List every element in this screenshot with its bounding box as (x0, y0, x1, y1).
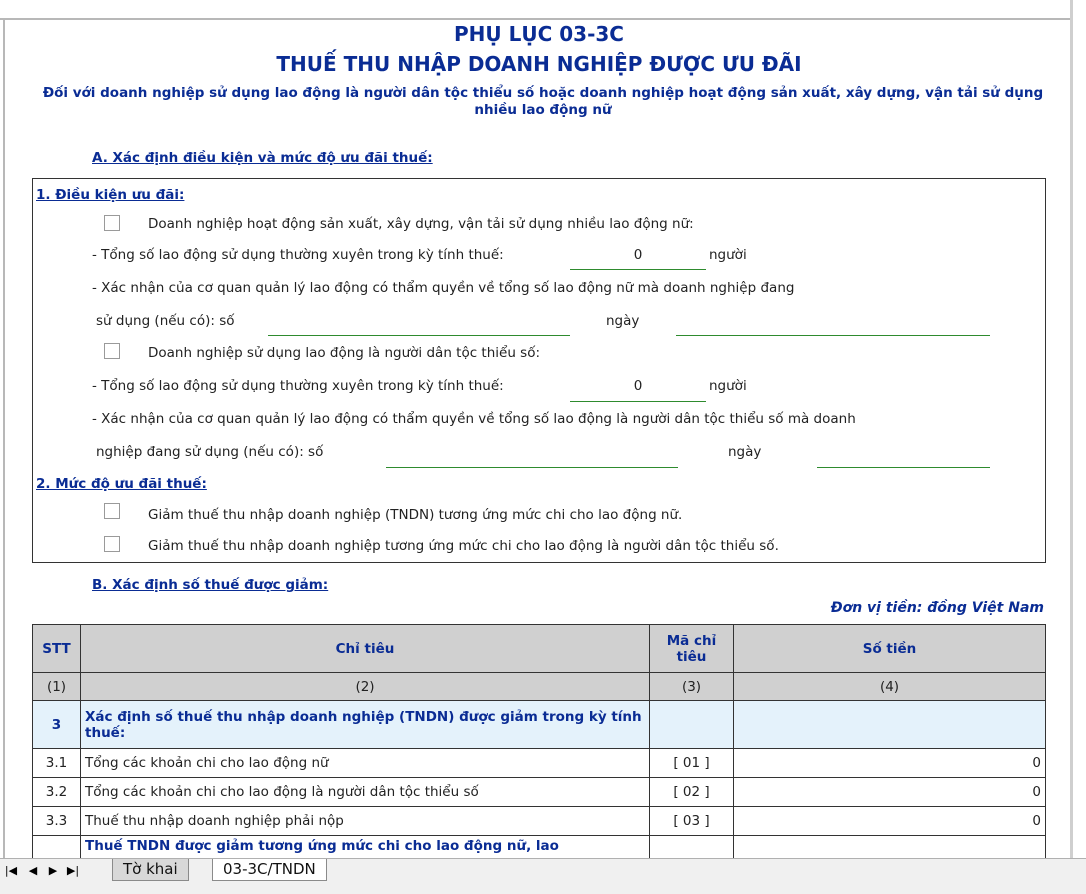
female-reduction-label: Giảm thuế thu nhập doanh nghiệp (TNDN) tương ứng mức chi cho lao động nữ. (148, 507, 683, 523)
section-label: Xác định số thuế thu nhập doanh nghiệp (TNDN) được giảm trong kỳ tính thuế: (81, 701, 650, 749)
row-label: Tổng các khoản chi cho lao động nữ (81, 749, 650, 778)
column-header-indicator: Chỉ tiêu (81, 625, 650, 673)
frame-top-border (0, 18, 1072, 20)
frame-right-border (1070, 0, 1073, 858)
row-code: [ 03 ] (650, 807, 734, 836)
tax-reduction-table (32, 624, 1046, 865)
conditions-box (32, 178, 1046, 563)
currency-unit-note: Đơn vị tiền: đồng Việt Nam (830, 600, 1044, 616)
frame-left-border (3, 18, 5, 858)
column-header-amount: Số tiền (734, 625, 1046, 673)
row-stt: 3.3 (33, 807, 81, 836)
female-confirmation-date-label: ngày (606, 313, 640, 329)
next-sheet-button[interactable]: ▶ (48, 864, 58, 877)
row-label: Thuế TNDN được giảm tương ứng mức chi cho lao động nữ, lao (81, 836, 650, 865)
conditions-heading: 1. Điều kiện ưu đãi: (36, 187, 185, 203)
row-stt: 3.1 (33, 749, 81, 778)
column-header-code: Mã chỉ tiêu (650, 625, 734, 673)
row-code: [ 02 ] (650, 778, 734, 807)
section-a-heading: A. Xác định điều kiện và mức độ ưu đãi thuế: (92, 150, 433, 166)
sheet-tab-bar (0, 858, 1086, 884)
appendix-title: PHỤ LỤC 03-3C (454, 22, 624, 46)
prev-sheet-button[interactable]: ◀ (28, 864, 38, 877)
form-subtitle: Đối với doanh nghiệp sử dụng lao động là người dân tộc thiểu số hoặc doanh nghiệp hoạt động sản xuất, xây dựng, vận tải sử dụng nhiều lao động nữ (42, 85, 1044, 118)
female-confirmation-date-input[interactable] (676, 335, 990, 336)
female-confirmation-text: - Xác nhận của cơ quan quản lý lao động có thẩm quyền về tổng số lao động nữ mà doanh nghiệp đang (92, 280, 795, 296)
form-title: THUẾ THU NHẬP DOANH NGHIỆP ĐƯỢC ƯU ĐÃI (276, 52, 802, 76)
ethnic-confirmation-text: - Xác nhận của cơ quan quản lý lao động có thẩm quyền về tổng số lao động là người dân tộc thiểu số mà doanh (92, 411, 856, 427)
index-cell: (1) (33, 673, 81, 701)
index-cell: (4) (734, 673, 1046, 701)
female-confirmation-number-input[interactable] (268, 335, 570, 336)
section-row (33, 701, 1046, 749)
last-sheet-button[interactable]: ▶| (66, 864, 80, 877)
incentive-level-heading: 2. Mức độ ưu đãi thuế: (36, 476, 207, 492)
column-header-stt: STT (33, 625, 81, 673)
female-workforce-checkbox[interactable] (104, 215, 120, 231)
ethnic-confirmation-date-label: ngày (728, 444, 762, 460)
index-cell: (3) (650, 673, 734, 701)
tab-03-3c-tndn[interactable]: 03-3C/TNDN (212, 859, 327, 881)
ethnic-reduction-label: Giảm thuế thu nhập doanh nghiệp tương ứng mức chi cho lao động là người dân tộc thiểu số. (148, 538, 779, 554)
index-cell: (2) (81, 673, 650, 701)
ethnic-confirmation-date-input[interactable] (817, 467, 990, 468)
section-b-heading: B. Xác định số thuế được giảm: (92, 577, 329, 593)
table-header-row (33, 625, 1046, 673)
row-stt: 3.2 (33, 778, 81, 807)
female-total-workers-label: - Tổng số lao động sử dụng thường xuyên trong kỳ tính thuế: (92, 247, 504, 263)
column-index-row (33, 673, 1046, 701)
female-workforce-label: Doanh nghiệp hoạt động sản xuất, xây dựng, vận tải sử dụng nhiều lao động nữ: (148, 216, 694, 232)
amount-input-01[interactable]: 0 (734, 749, 1046, 778)
row-label: Thuế thu nhập doanh nghiệp phải nộp (81, 807, 650, 836)
amount-input-03[interactable]: 0 (734, 807, 1046, 836)
ethnic-confirmation-number-label: nghiệp đang sử dụng (nếu có): số (96, 444, 324, 460)
ethnic-total-workers-label: - Tổng số lao động sử dụng thường xuyên trong kỳ tính thuế: (92, 378, 504, 394)
ethnic-total-workers-underline (570, 401, 706, 402)
first-sheet-button[interactable]: |◀ (4, 864, 18, 877)
female-reduction-checkbox[interactable] (104, 503, 120, 519)
section-code-cell (650, 701, 734, 749)
ethnic-reduction-checkbox[interactable] (104, 536, 120, 552)
table-row (33, 807, 1046, 836)
tab-to-khai[interactable]: Tờ khai (112, 859, 189, 881)
ethnic-unit-label: người (709, 378, 747, 394)
section-amount-cell (734, 701, 1046, 749)
ethnic-total-workers-input[interactable]: 0 (633, 378, 643, 394)
ethnic-confirmation-number-input[interactable] (386, 467, 678, 468)
status-bar (0, 884, 1086, 894)
table-row (33, 749, 1046, 778)
amount-input-02[interactable]: 0 (734, 778, 1046, 807)
row-label: Tổng các khoản chi cho lao động là người dân tộc thiểu số (81, 778, 650, 807)
ethnic-workforce-checkbox[interactable] (104, 343, 120, 359)
section-stt: 3 (33, 701, 81, 749)
female-confirmation-number-label: sử dụng (nếu có): số (96, 313, 235, 329)
female-total-workers-input[interactable]: 0 (633, 247, 643, 263)
table-row (33, 778, 1046, 807)
ethnic-workforce-label: Doanh nghiệp sử dụng lao động là người dân tộc thiểu số: (148, 345, 541, 361)
row-code: [ 01 ] (650, 749, 734, 778)
female-total-workers-underline (570, 269, 706, 270)
female-unit-label: người (709, 247, 747, 263)
